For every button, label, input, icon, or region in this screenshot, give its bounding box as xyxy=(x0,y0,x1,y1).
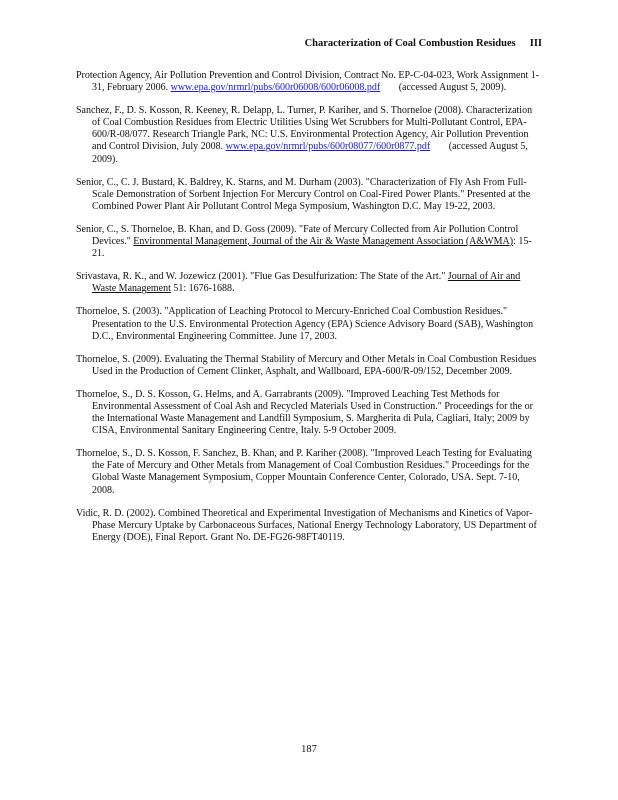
reference-entry xyxy=(76,448,540,496)
reference-text: Sanchez, F., D. S. Kosson, R. Keeney, R. Delapp, L. Turner, P. Kariher, and S. Thorneloe (2008). Characterization of Coal Combustion Residues from Electric Utilities Using Wet Scrubbers for Multi-Pollutant Control, EPA-600/R-08/077. Research Triangle Park, NC: U.S. Environmental Protection Agency, Air Pollution Prevention and Control Division, July 2008. xyxy=(76,105,533,153)
reference-entry xyxy=(76,70,540,94)
running-header-title: Characterization of Coal Combustion Residues xyxy=(304,38,516,49)
reference-entry xyxy=(76,354,540,378)
reference-journal-title: Environmental Management, Journal of the Air & Waste Management Association (A&WMA) xyxy=(133,236,514,248)
reference-list xyxy=(76,70,540,555)
reference-text: Thorneloe, S., D. S. Kosson, F. Sanchez, B. Khan, and P. Kariher (2008). "Improved Leach Testing for Evaluating the Fate of Mercury and Other Metals from Management of Coal Combustion Residues." Proceedings for the Global Waste Management Symposium, Copper Mountain Conference Center, Colorado, USA. Sept. 7-10, 2008. xyxy=(76,448,532,496)
reference-accessed-note: (accessed August 5, 2009). xyxy=(92,141,528,165)
reference-entry xyxy=(76,389,540,437)
reference-text: Thorneloe, S. (2003). "Application of Leaching Protocol to Mercury-Enriched Coal Combustion Residues." Presentation to the U.S. Environmental Protection Agency (EPA) Science Advisory Board (SAB), Washington D.C., Environmental Engineering Committee. June 17, 2003. xyxy=(76,306,534,342)
reference-text: Vidic, R. D. (2002). Combined Theoretical and Experimental Investigation of Mechanisms and Kinetics of Vapor-Phase Mercury Uptake by Carbonaceous Surfaces, National Energy Technology Laboratory, US Department of Energy (DOE), Final Report. Grant No. DE-FG26-98FT40119. xyxy=(76,507,537,543)
reference-text: Thorneloe, S. (2009). Evaluating the Thermal Stability of Mercury and Other Metals in Coal Combustion Residues Used in the Production of Cement Clinker, Asphalt, and Wallboard, EPA-600/R-09/152, December 2009. xyxy=(76,353,537,377)
reference-text: Senior, C., S. Thorneloe, B. Khan, and D. Goss (2009). "Fate of Mercury Collected from Air Pollution Control Devices." xyxy=(76,223,519,248)
reference-journal-title: Journal of Air and Waste Management xyxy=(92,271,521,295)
page-number: 187 xyxy=(301,744,317,755)
reference-entry xyxy=(76,271,540,295)
reference-text: Srivastava, R. K., and W. Jozewicz (2001). "Flue Gas Desulfurization: The State of the Art." xyxy=(76,271,448,283)
reference-text: 51: 1676-1688. xyxy=(170,283,235,295)
running-header xyxy=(305,38,542,49)
reference-entry xyxy=(76,306,540,342)
reference-entry xyxy=(76,177,540,213)
reference-entry xyxy=(76,508,540,544)
reference-entry xyxy=(76,105,540,165)
running-header-volume: III xyxy=(529,38,542,49)
reference-text: Protection Agency, Air Pollution Prevention and Control Division, Contract No. EP-C-04-023, Work Assignment 1-31, February 2006. xyxy=(76,70,540,94)
reference-accessed-note: (accessed August 5, 2009). xyxy=(396,82,507,94)
reference-text: : 15-21. xyxy=(92,236,532,260)
reference-entry xyxy=(76,224,540,260)
reference-url-link[interactable]: www.epa.gov/nrmrl/pubs/600r08077/600r0877.pdf xyxy=(225,141,431,153)
reference-text: Thorneloe, S., D. S. Kosson, G. Helms, and A. Garrabrants (2009). "Improved Leaching Test Methods for Environmental Assessment of Coal Ash and Recycled Materials Used in Construction." Proceedings for the or the International Waste Management and Landfill Symposium, S. Margherita di Pula, Cagliari, Italy; 2009 by CISA, Environmental Sanitary Engineering Centre, Italy. 5-9 October 2009. xyxy=(76,388,533,437)
reference-url-link[interactable]: www.epa.gov/nrmrl/pubs/600r06008/600r06008.pdf xyxy=(170,82,381,94)
reference-text: Senior, C., C. J. Bustard, K. Baldrey, K. Starns, and M. Durham (2003). "Characterization of Fly Ash From Full-Scale Demonstration of Sorbent Injection For Mercury Control on Coal-Fired Power Plants." Presented at the Combined Power Plant Air Pollutant Control Mega Symposium, Washington D.C. May 19-22, 2003. xyxy=(76,176,531,212)
